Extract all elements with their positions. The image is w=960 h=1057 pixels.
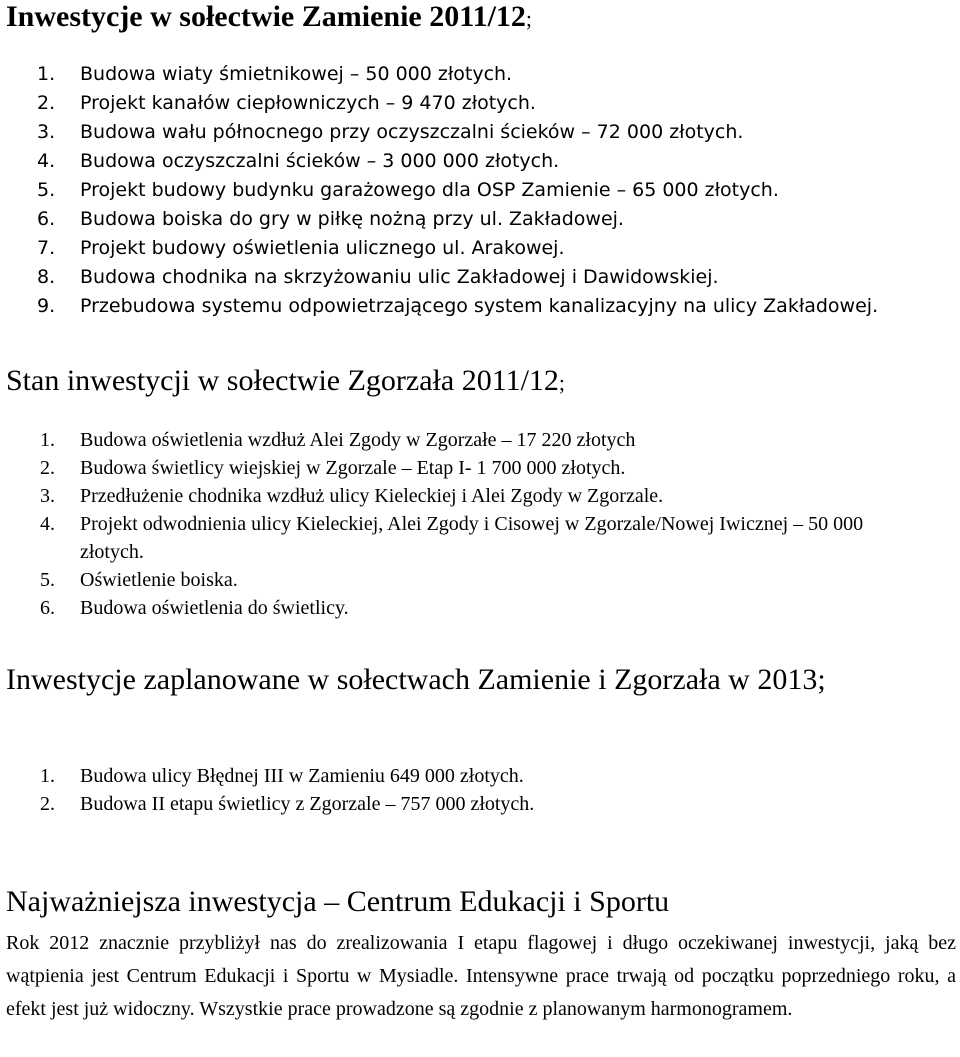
list-item-number: 7. xyxy=(37,237,56,259)
list-item-number: 3. xyxy=(40,485,55,507)
list-item-number: 2. xyxy=(40,793,55,815)
list-item-number: 6. xyxy=(37,208,56,230)
list-item-number: 5. xyxy=(37,179,56,201)
section-key-investment-heading: Najważniejsza inwestycja – Centrum Edukacji i Sportu xyxy=(6,885,670,918)
list-item-text: Budowa oczyszczalni ścieków – 3 000 000 złotych. xyxy=(80,150,560,172)
list-item-number: 4. xyxy=(40,513,55,535)
list-item-number: 1. xyxy=(40,765,55,787)
list-item-number: 6. xyxy=(40,597,55,619)
list-item-text: Budowa świetlicy wiejskiej w Zgorzale – Etap I- 1 700 000 złotych. xyxy=(80,457,626,479)
section-zamienie-title-suffix: ; xyxy=(525,6,533,31)
list-item-number: 4. xyxy=(37,150,56,172)
list-item-number: 3. xyxy=(37,121,56,143)
list-item-number: 1. xyxy=(37,63,56,85)
section-zamienie-title: Inwestycje w sołectwie Zamienie 2011/12 xyxy=(6,0,526,33)
list-item-text: Oświetlenie boiska. xyxy=(80,569,238,591)
list-item-text: Projekt odwodnienia ulicy Kieleckiej, Alei Zgody i Cisowej w Zgorzale/Nowej Iwicznej – 50 000 złotych. xyxy=(80,513,864,563)
list-item-number: 1. xyxy=(40,429,55,451)
list-item-text: Projekt kanałów ciepłowniczych – 9 470 złotych. xyxy=(80,92,536,114)
section-zgorzala-heading xyxy=(6,364,565,400)
list-item-number: 8. xyxy=(37,266,56,288)
list-item-text: Budowa oświetlenia do świetlicy. xyxy=(80,597,349,619)
section-zgorzala-title-suffix: ; xyxy=(558,370,566,395)
key-investment-paragraph: Rok 2012 znacznie przybliżył nas do zrealizowania I etapu flagowej i długo oczekiwanej inwestycji, jaką bez wątpienia jest Centrum Edukacji i Sportu w Mysiadle. Intensywne prace trwają od początku poprzedniego roku, a efekt jest już widoczny. Wszystkie prace prowadzone są zgodnie z planowanym harmonogramem. xyxy=(6,932,956,1020)
list-item-text: Przebudowa systemu odpowietrzającego system kanalizacyjny na ulicy Zakładowej. xyxy=(80,295,879,317)
list-item-text: Budowa oświetlenia wzdłuż Alei Zgody w Zgorzałe – 17 220 złotych xyxy=(80,429,636,451)
list-item-text: Budowa wiaty śmietnikowej – 50 000 złotych. xyxy=(80,63,513,85)
list-item-number: 9. xyxy=(37,295,56,317)
list-item-text: Budowa ulicy Błędnej III w Zamieniu 649 000 złotych. xyxy=(80,765,524,787)
list-item-number: 5. xyxy=(40,569,55,591)
list-item-text: Budowa boiska do gry w piłkę nożną przy ul. Zakładowej. xyxy=(80,208,624,230)
list-item-text: Projekt budowy budynku garażowego dla OSP Zamienie – 65 000 złotych. xyxy=(80,179,779,201)
list-item-number: 2. xyxy=(40,457,55,479)
list-item-text: Budowa chodnika na skrzyżowaniu ulic Zakładowej i Dawidowskiej. xyxy=(80,266,719,288)
section-zgorzala-title: Stan inwestycji w sołectwie Zgorzała 2011/12 xyxy=(6,364,559,397)
list-item-text: Projekt budowy oświetlenia ulicznego ul. Arakowej. xyxy=(80,237,565,259)
list-item-number: 2. xyxy=(37,92,56,114)
section-zamienie-heading xyxy=(6,0,532,36)
list-item-text: Budowa wału północnego przy oczyszczalni ścieków – 72 000 złotych. xyxy=(80,121,744,143)
section-planned-heading: Inwestycje zaplanowane w sołectwach Zamienie i Zgorzała w 2013; xyxy=(6,663,826,696)
list-item-text: Budowa II etapu świetlicy z Zgorzale – 757 000 złotych. xyxy=(80,793,535,815)
list-item-text: Przedłużenie chodnika wzdłuż ulicy Kieleckiej i Alei Zgody w Zgorzale. xyxy=(80,485,664,507)
